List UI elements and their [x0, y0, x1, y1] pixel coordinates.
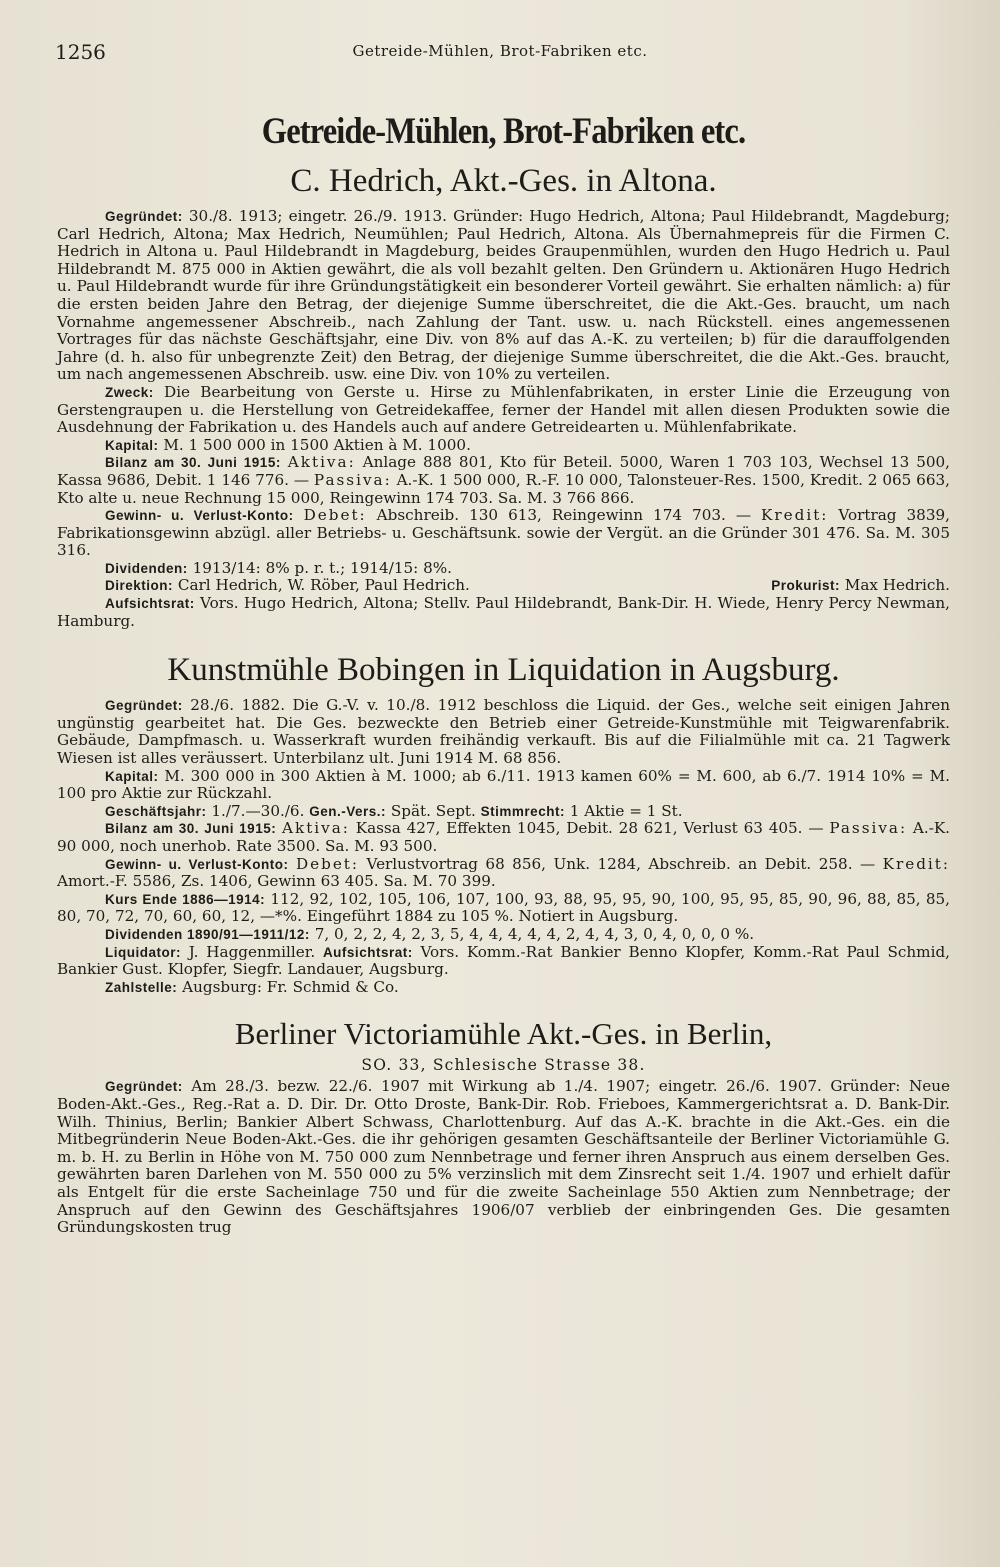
field-text: A.-K. 90 000, noch unerhob. Rate 3500. Sa. M. 93 500.	[57, 819, 951, 855]
company-entry-bobingen	[57, 652, 950, 996]
profit-loss-paragraph	[57, 507, 950, 560]
field-label: Dividenden:	[105, 560, 188, 576]
field-text: J. Haggenmiller.	[181, 942, 323, 961]
balance-paragraph	[57, 820, 950, 855]
field-text: Spät. Sept.	[386, 801, 481, 820]
price-history-paragraph	[57, 891, 950, 926]
founding-paragraph	[57, 208, 950, 384]
field-label: Aufsichtsrat:	[322, 944, 413, 960]
liquidator-paragraph	[57, 944, 950, 979]
field-text: Am 28./3. bezw. 22./6. 1907 mit Wirkung ab 1./4. 1907; eingetr. 26./6. 1907. Gründer: Neue Boden-Akt.-Ges., Reg.-Rat a. D. Dir. Dr. Otto Droste, Bank-Dir. Rob. Frieboes, Kammergerichtsrat a. D. Bank-Dir. Wilh. Thinius, Berlin; Bankier Albert Schwass, Charlottenburg. Auf das A.-K. brachte in die Akt.-Ges. ein die Mitbegründerin Neue Boden-Akt.-Ges. die ihr gehörigen gesamten Geschäftsanteile der Berliner Victoriamühle G. m. b. H. zu Berlin in Höhe von M. 750 000 zum Nennbetrage und ferner ihren Anspruch aus einem derselben Ges. gewährten baren Darlehen von M. 550 000 zu 5% verzinslich mit dem Zinsrecht seit 1./4. 1907 und erhielt dafür als Entgelt für die erste Sacheinlage 750 und für die zweite Sacheinlage 550 Aktien zum Nennbetrage; der Anspruch auf den Gewinn des Geschäftsjahres 1906/07 verblieb der einbringenden Ges. Die gesamten Gründungskosten trug	[57, 1077, 950, 1237]
company-title: Berliner Victoriamühle Akt.-Ges. in Berlin,	[234, 1016, 773, 1052]
capital-paragraph	[57, 437, 950, 455]
field-label: Aufsichtsrat:	[105, 596, 195, 612]
field-text: Abschreib. 130 613, Reingewinn 174 703. —	[366, 506, 762, 525]
field-label: Direktion:	[105, 578, 174, 594]
field-label: Bilanz am 30. Juni 1915:	[105, 455, 281, 471]
spaced-word: Passiva:	[829, 819, 908, 838]
spaced-word: Passiva:	[313, 470, 392, 489]
capital-paragraph	[57, 768, 950, 803]
field-text: M. 300 000 in 300 Aktien à M. 1000; ab 6./11. 1913 kamen 60% = M. 600, ab 6./7. 1914 10% = M. 100 pro Aktie zur Rückzahl.	[57, 766, 950, 803]
field-label: Zweck:	[105, 384, 154, 400]
page-body	[57, 100, 950, 1237]
spaced-word: Aktiva:	[282, 819, 350, 838]
field-text: Anlage 888 801, Kto für Beteil. 5000, Waren 1 703 103, Wechsel 13 500, Kassa 9686, Debit. 1 146 776. —	[57, 453, 951, 489]
balance-paragraph	[57, 454, 950, 507]
direction-line	[57, 577, 470, 595]
field-text: 1913/14: 8% p. r. t.; 1914/15: 8%.	[187, 558, 453, 577]
field-text: Carl Hedrich, W. Röber, Paul Hedrich.	[173, 576, 470, 595]
fiscal-year-paragraph	[57, 803, 950, 821]
field-text: 112, 92, 102, 105, 106, 107, 100, 93, 88, 95, 95, 90, 100, 95, 95, 85, 90, 96, 88, 85, 85, 80, 70, 72, 70, 60, 60, 12, —*%. Eingeführt 1884 zu 105 %. Notiert in Augsburg.	[57, 889, 950, 926]
company-entry-hedrich	[57, 163, 950, 630]
supervisory-board-paragraph	[57, 595, 950, 630]
field-label: Gewinn- u. Verlust-Konto:	[105, 856, 289, 872]
spaced-word: Kredit:	[882, 854, 950, 873]
dividends-paragraph	[57, 560, 950, 578]
management-row	[57, 577, 950, 595]
spaced-word: Debet:	[295, 854, 360, 873]
field-label: Bilanz am 30. Juni 1915:	[105, 821, 277, 837]
field-label: Gegründet:	[105, 1079, 183, 1095]
field-label: Gen.-Vers.:	[309, 803, 387, 819]
page-number: 1256	[55, 40, 106, 64]
procurist-line	[771, 577, 950, 595]
field-text: Amort.-F. 5586, Zs. 1406, Gewinn 63 405. Sa. M. 70 399.	[57, 872, 496, 891]
field-text: Vors. Hugo Hedrich, Altona; Stellv. Paul Hildebrandt, Bank-Dir. H. Wiede, Henry Percy Newman, Hamburg.	[57, 594, 950, 630]
spaced-word: Kredit:	[761, 506, 829, 525]
field-text: M. 1 500 000 in 1500 Aktien à M. 1000.	[158, 435, 471, 454]
running-header: Getreide-Mühlen, Brot-Fabriken etc.	[352, 42, 648, 60]
paying-agent-paragraph	[57, 979, 950, 997]
field-text: 1./7.—30./6.	[206, 801, 310, 820]
field-label: Zahlstelle:	[105, 979, 178, 995]
field-text: Kassa 427, Effekten 1045, Debit. 28 621, Verlust 63 405. —	[349, 819, 830, 838]
spaced-word: Aktiva:	[287, 453, 356, 472]
company-title: Kunstmühle Bobingen in Liquidation in Augsburg.	[167, 652, 840, 689]
field-label: Kapital:	[105, 437, 159, 453]
dividends-paragraph	[57, 926, 950, 944]
field-text: Vors. Komm.-Rat Bankier Benno Klopfer, Komm.-Rat Paul Schmid, Bankier Gust. Klopfer, Siegfr. Landauer, Augsburg.	[57, 942, 950, 979]
profit-loss-paragraph	[57, 856, 950, 891]
founding-paragraph	[57, 697, 950, 767]
field-text: 30./8. 1913; eingetr. 26./9. 1913. Gründer: Hugo Hedrich, Altona; Paul Hildebrandt, Magdeburg; Carl Hedrich, Altona; Max Hedrich, Neumühlen; Paul Hedrich, Altona. Als Übernahmepreis für die Firmen C. Hedrich in Altona u. Paul Hildebrandt in Magdeburg, beides Graupenmühlen, wurden den Hugo Hedrich u. Paul Hildebrandt M. 875 000 in Aktien gewährt, die als voll bezahlt gelten. Den Gründern u. Aktionären Hugo Hedrich u. Paul Hildebrandt wurde für ihre Gründungstätigkeit ein besonderer Vorteil gewährt. Sie erhalten nämlich: a) für die ersten beiden Jahre den Betrag, der diejenige Summe überschreitet, die die Akt.-Ges. braucht, um nach Vornahme angemessener Abschreib., nach Zahlung der Tant. usw. u. nach Rückstell. eines angemessenen Vortrages für das nächste Geschäftsjahr, eine Div. von 8% auf das A.-K. zu verteilen; b) für die darauffolgenden Jahre (d. h. also für unbegrenzte Zeit) den Betrag, der diejenige Summe überschreitet, die die Akt.-Ges. braucht, um nach angemessenen Abschreib. usw. eine Div. von 10% zu verteilen.	[57, 207, 950, 384]
field-label: Gegründet:	[105, 209, 183, 224]
field-text: 28./6. 1882. Die G.-V. v. 10./8. 1912 beschloss die Liquid. der Ges., welche seit einigen Jahren ungünstig gearbeitet hat. Die Ges. bezweckte den Betrieb einer Getreide-Kunstmühle mit Teigwarenfabrik. Gebäude, Dampfmasch. u. Wasserkraft wurden freihändig verkauft. Bis auf die Filialmühle mit ca. 21 Tagwerk Wiesen ist alles veräussert. Unterbilanz ult. Juni 1914 M. 68 856.	[57, 696, 950, 768]
field-label: Kapital:	[105, 768, 159, 784]
field-text: Max Hedrich.	[839, 576, 950, 595]
company-title: C. Hedrich, Akt.-Ges. in Altona.	[290, 163, 717, 199]
field-text: Verlustvortrag 68 856, Unk. 1284, Abschreib. an Debit. 258. —	[359, 854, 883, 873]
purpose-paragraph	[57, 384, 950, 437]
field-text: 1 Aktie = 1 St.	[564, 801, 683, 820]
company-entry-victoriamuehle	[57, 1016, 950, 1236]
field-label: Gegründet:	[105, 698, 183, 714]
spaced-word: Debet:	[303, 506, 367, 525]
field-text: Die Bearbeitung von Gerste u. Hirse zu Mühlenfabrikaten, in erster Linie die Erzeugung von Gerstengraupen u. die Herstellung von Getreidekaffee, ferner der Handel mit allen diesen Produkten sowie die Ausdehnung der Fabrikation u. des Handels auch auf andere Getreidearten u. Mühlenfabrikate.	[57, 382, 950, 437]
field-label: Dividenden 1890/91—1911/12:	[105, 926, 310, 942]
field-text: A.-K. 1 500 000, R.-F. 10 000, Talonsteuer-Res. 1500, Kredit. 2 065 663, Kto alte u. neue Rechnung 15 000, Reingewinn 174 703. Sa. M. 3 766 866.	[57, 470, 950, 507]
field-label: Geschäftsjahr:	[105, 803, 207, 819]
field-text: 7, 0, 2, 2, 4, 2, 3, 5, 4, 4, 4, 4, 4, 2, 4, 4, 3, 0, 4, 0, 0, 0 %.	[309, 924, 755, 943]
field-label: Kurs Ende 1886—1914:	[105, 891, 266, 907]
section-title: Getreide-Mühlen, Brot-Fabriken etc.	[261, 111, 746, 152]
field-text: Augsburg: Fr. Schmid & Co.	[177, 977, 399, 996]
field-label: Stimmrecht:	[480, 803, 565, 819]
company-address: SO. 33, Schlesische Strasse 38.	[361, 1056, 646, 1075]
founding-paragraph	[57, 1078, 950, 1236]
field-text: Vortrag 3839, Fabrikationsgewinn abzügl. aller Betriebs- u. Geschäftsunk. sowie der Vergüt. an die Gründer 301 476. Sa. M. 305 316.	[57, 506, 950, 560]
field-label: Liquidator:	[105, 944, 181, 960]
field-label: Prokurist:	[771, 578, 840, 594]
field-label: Gewinn- u. Verlust-Konto:	[105, 508, 294, 524]
